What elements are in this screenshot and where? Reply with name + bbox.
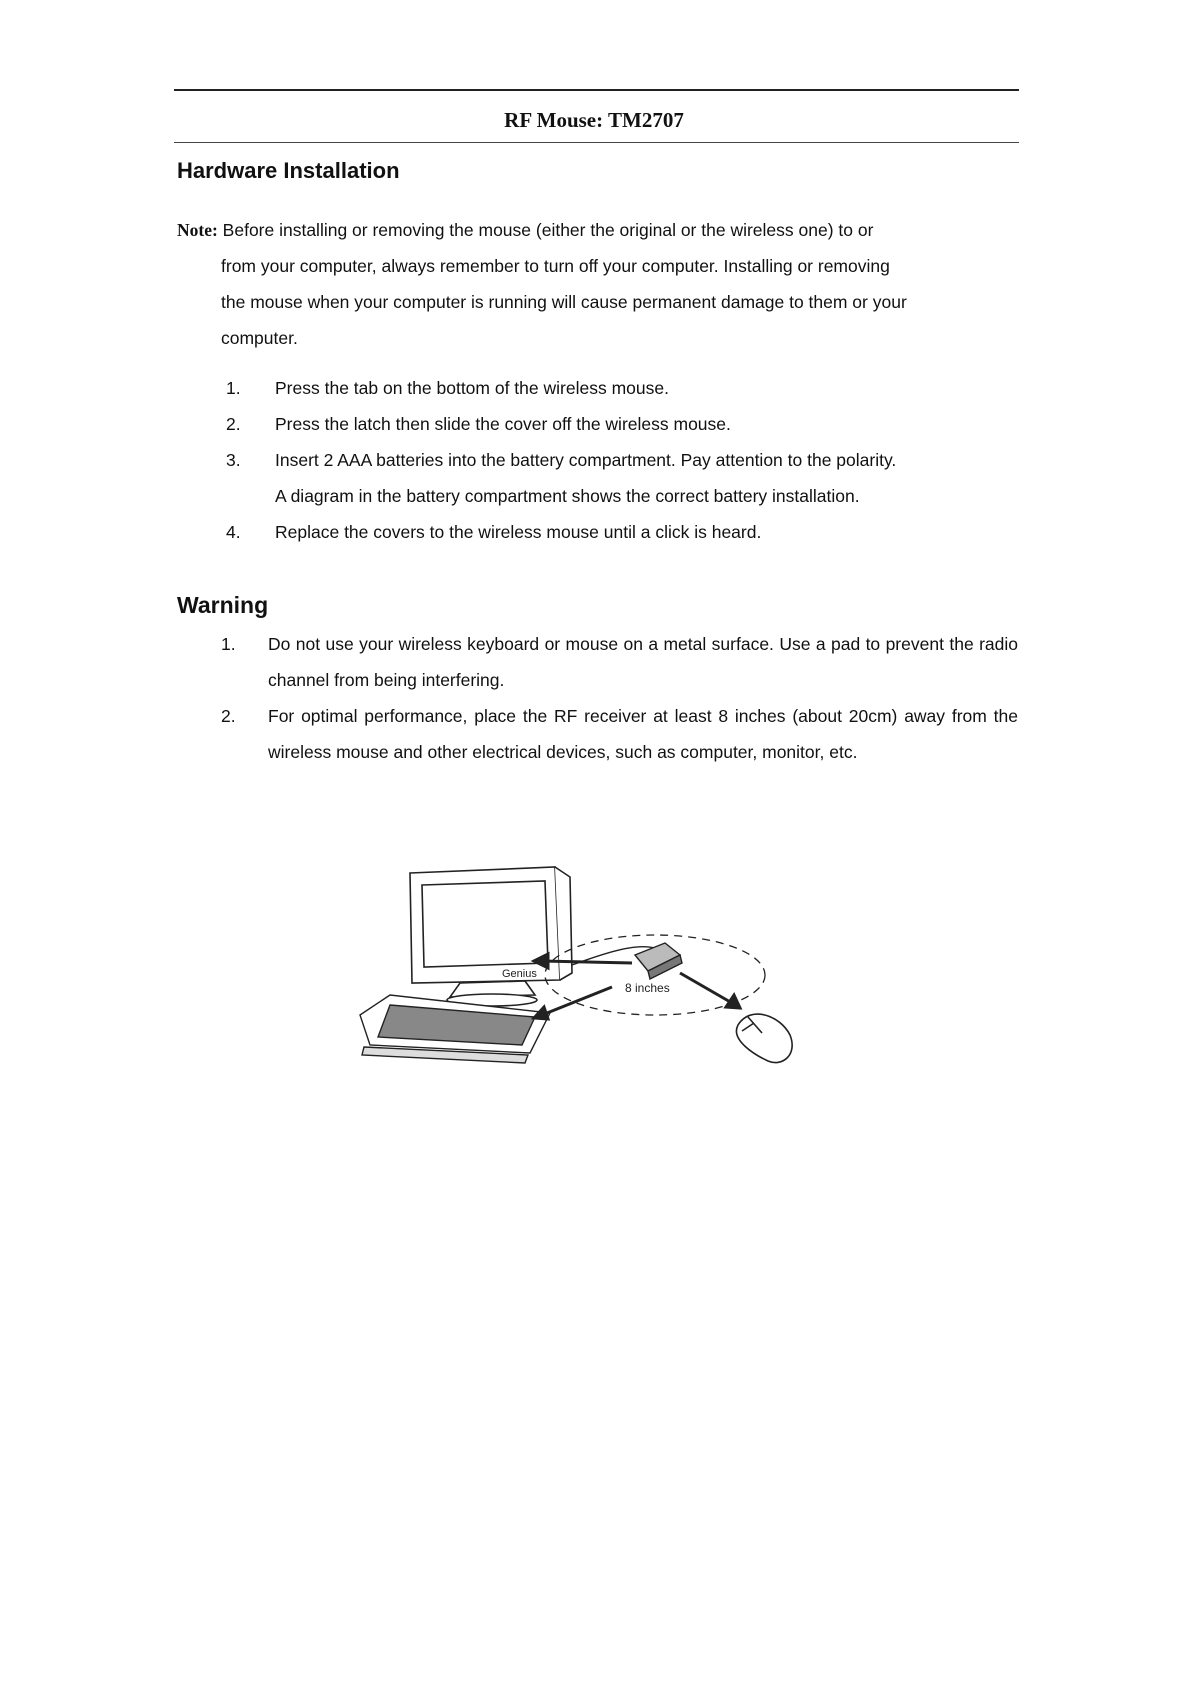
step-number: 4. [226, 522, 241, 542]
note-text: Before installing or removing the mouse (either the original or the wireless one) to or [217, 220, 874, 240]
step-text: Press the latch then slide the cover off the wireless mouse. [275, 414, 731, 434]
warning-text: Do not use your wireless keyboard or mouse on a metal surface. Use a pad to prevent the radio channel from being interfering. [268, 634, 1018, 690]
step-text: Press the tab on the bottom of the wireless mouse. [275, 378, 669, 398]
header-rule-top [174, 89, 1019, 91]
document-title: RF Mouse: TM2707 [504, 108, 684, 132]
hardware-installation-heading: Hardware Installation [177, 158, 400, 183]
header-rule-bottom [174, 142, 1019, 143]
note-paragraph [177, 212, 1017, 356]
rf-receiver-icon [635, 943, 682, 979]
note-line [177, 212, 1017, 248]
warning-heading: Warning [177, 592, 269, 618]
note-line: from your computer, always remember to turn off your computer. Installing or removing [221, 256, 890, 276]
warning-number: 2. [221, 706, 236, 726]
step-text: Insert 2 AAA batteries into the battery compartment. Pay attention to the polarity. [275, 450, 897, 470]
step-number: 3. [226, 450, 241, 470]
step-number: 1. [226, 378, 241, 398]
note-line: computer. [221, 328, 298, 348]
setup-diagram-illustration [350, 855, 870, 1115]
warning-number: 1. [221, 634, 236, 654]
step-number: 2. [226, 414, 241, 434]
setup-diagram [350, 855, 870, 1115]
wireless-mouse-illustration [736, 1014, 792, 1062]
monitor-brand-label: Genius [502, 968, 537, 980]
warning-text: For optimal performance, place the RF receiver at least 8 inches (about 20cm) away from the wireless mouse and other electrical devices, such as computer, monitor, etc. [268, 706, 1018, 762]
step-text: Replace the covers to the wireless mouse until a click is heard. [275, 522, 762, 542]
step-text: A diagram in the battery compartment shows the correct battery installation. [275, 486, 860, 506]
distance-label: 8 inches [625, 981, 670, 995]
monitor-illustration [410, 867, 572, 1006]
note-line: the mouse when your computer is running will cause permanent damage to them or your [221, 292, 907, 312]
note-label: Note: [177, 220, 218, 240]
